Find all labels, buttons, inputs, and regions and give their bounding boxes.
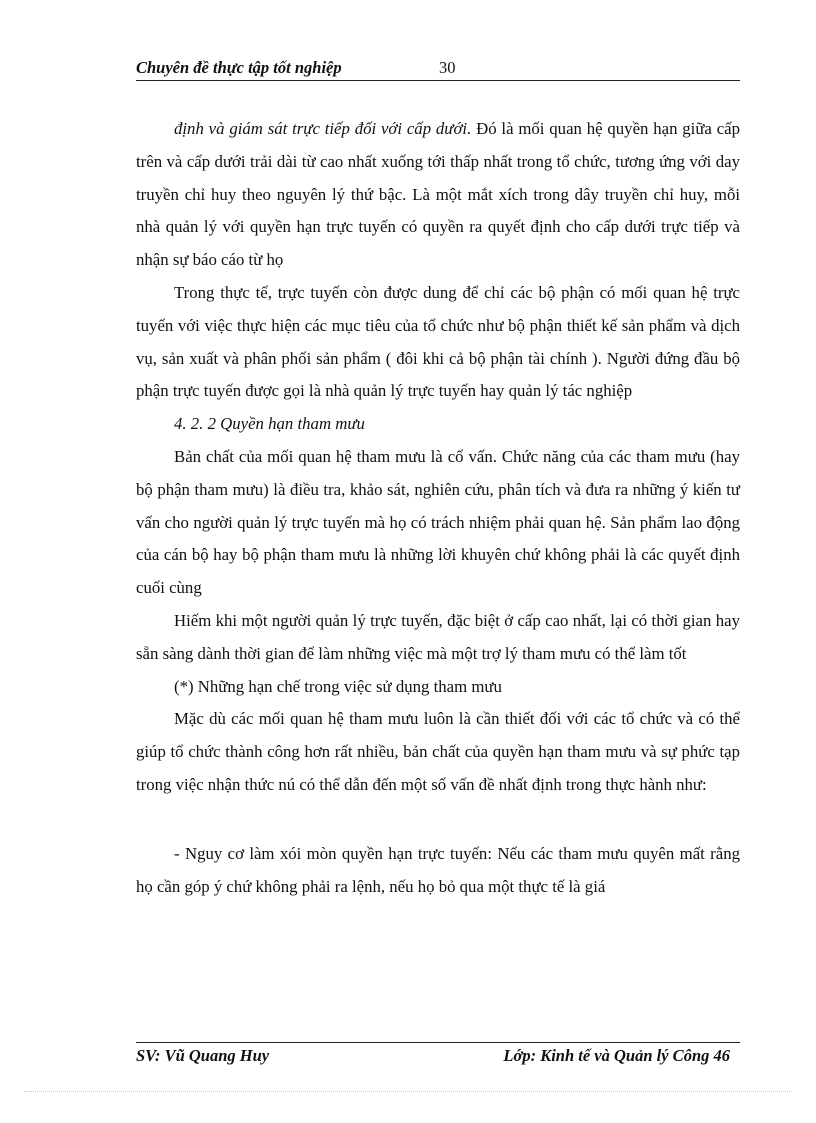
paragraph: Bản chất của mối quan hệ tham mưu là cố vấn. Chức năng của các tham mưu (hay bộ phận tham mưu) là điều tra, khảo sát, nghiên cứu, phân tích và đưa ra những ý kiến tư vấn cho người quản lý trực tuyến mà họ có trách nhiệm phải quan hệ. Sản phẩm lao động của cán bộ hay bộ phận tham mưu là những lời khuyên chứ không phải là các quyết định cuối cùng xyxy=(136,446,740,598)
document-title: Chuyên đề thực tập tốt nghiệp xyxy=(136,58,342,77)
page-header xyxy=(136,56,740,81)
section-subheading: 4. 2. 2 Quyền hạn tham mưu xyxy=(174,414,365,434)
page-number: 30 xyxy=(439,58,456,77)
footer-class: Lớp: Kinh tế và Quản lý Công 46 xyxy=(503,1046,730,1065)
paragraph-text: Đó là mối quan hệ quyền hạn giữa cấp trên và cấp dưới trải dài từ cao nhất xuống tới thấp nhất trong tổ chức, tương ứng với day truyền chỉ huy theo nguyên lý thứ bậc. Là một mắt xích trong dây truyền chỉ huy, mỗi nhà quản lý với quyền hạn trực tuyến có quyền ra quyết định cho cấp dưới trực tiếp và nhận sự báo cáo từ họ xyxy=(136,119,740,270)
paragraph xyxy=(136,113,740,277)
footer-student: SV: Vũ Quang Huy xyxy=(136,1046,270,1065)
spacer xyxy=(136,802,740,838)
italic-lead: định và giám sát trực tiếp đối với cấp dưới. xyxy=(174,119,472,138)
page-footer xyxy=(136,1042,740,1073)
paragraph: Mặc dù các mối quan hệ tham mưu luôn là cần thiết đối với các tổ chức và có thể giúp tổ chức thành công hơn rất nhiều, bản chất của quyền hạn tham mưu và sự phức tạp trong việc nhận thức nú có thể dẫn đến một số vấn đề nhất định trong thực hành như: xyxy=(136,709,740,794)
body-text xyxy=(136,113,740,903)
paragraph: Hiếm khi một người quản lý trực tuyến, đặc biệt ở cấp cao nhất, lại có thời gian hay sẵn sàng dành thời gian để làm những việc mà một trợ lý tham mưu có thể làm tốt xyxy=(136,610,740,663)
paragraph: Trong thực tế, trực tuyến còn được dung để chỉ các bộ phận có mối quan hệ trực tuyến với việc thực hiện các mục tiêu của tổ chức như bộ phận thiết kế sản phẩm và dịch vụ, sản xuất và phân phối sản phẩm ( đôi khi cả bộ phận tài chính ). Người đứng đầu bộ phận trực tuyến được gọi là nhà quản lý trực tuyến hay quản lý tác nghiệp xyxy=(136,282,740,401)
paragraph: - Nguy cơ làm xói mòn quyền hạn trực tuyến: Nếu các tham mưu quyên mất rằng họ cần góp ý chứ không phải ra lệnh, nếu họ bỏ qua một thực tế là giá xyxy=(136,843,740,896)
list-heading: (*) Những hạn chế trong việc sử dụng tham mưu xyxy=(174,676,502,696)
page-edge-divider xyxy=(24,1091,792,1092)
